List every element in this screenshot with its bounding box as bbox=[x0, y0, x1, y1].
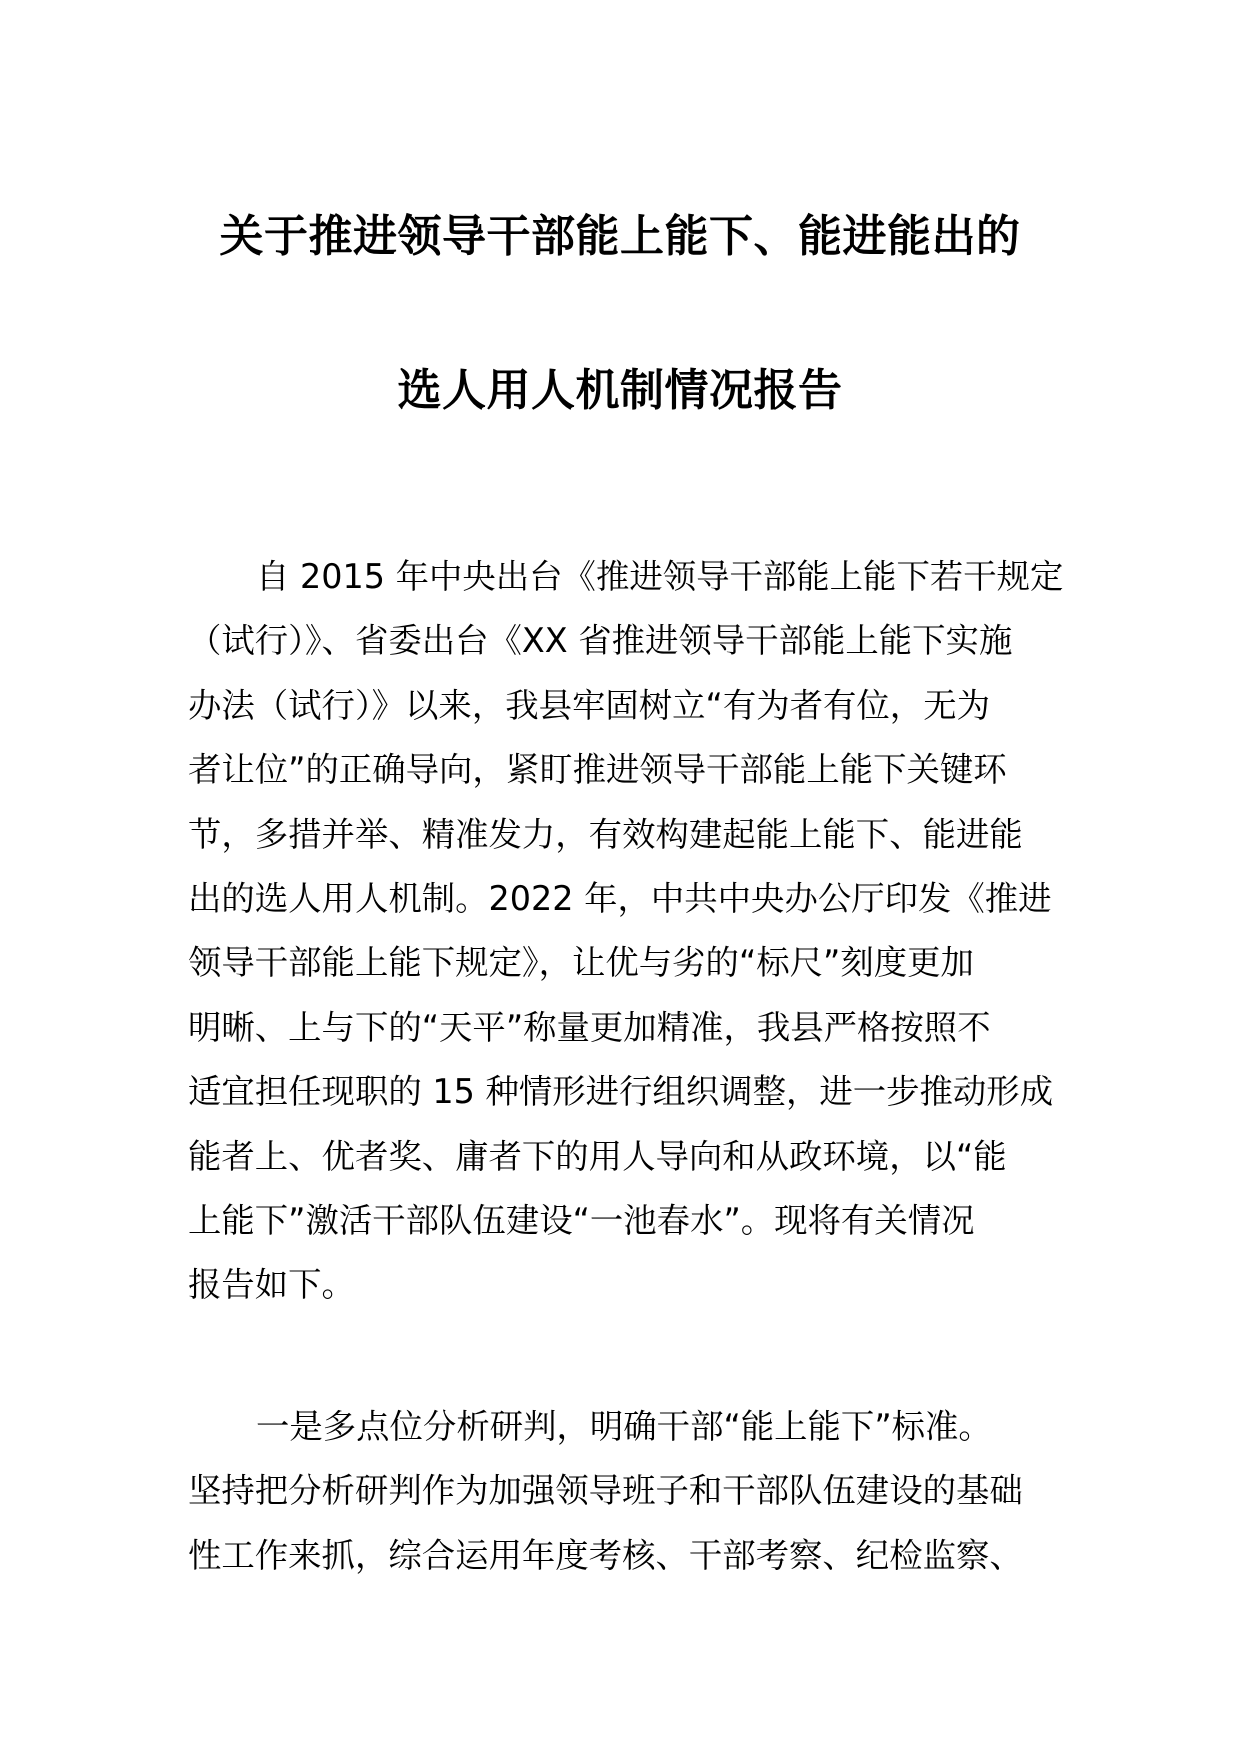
paragraph-section-one bbox=[188, 1395, 1066, 1588]
text-line: 适宜担任现职的 15 种情形进行组织调整，进一步推动形成 bbox=[188, 1072, 1054, 1112]
text-line: 明晰、上与下的“天平”称量更加精准，我县严格按照不 bbox=[188, 1007, 991, 1047]
text-line: 上能下”激活干部队伍建设“一池春水”。现将有关情况 bbox=[188, 1200, 975, 1240]
text-line: 办法（试行）》以来，我县牢固树立“有为者有位，无为 bbox=[188, 685, 990, 725]
text-line: 出的选人用人机制。2022 年，中共中央办公厅印发《推进 bbox=[188, 878, 1052, 918]
text-line: 能者上、优者奖、庸者下的用人导向和从政环境，以“能 bbox=[188, 1136, 1007, 1176]
text-line: 者让位”的正确导向，紧盯推进领导干部能上能下关键环 bbox=[188, 750, 1007, 790]
document-title-line-1: 关于推进领导干部能上能下、能进能出的 bbox=[219, 211, 1021, 262]
text-line: 性工作来抓，综合运用年度考核、干部考察、纪检监察、 bbox=[188, 1535, 1023, 1575]
text-line: 节，多措并举、精准发力，有效构建起能上能下、能进能 bbox=[188, 814, 1023, 854]
text-line: 一是多点位分析研判，明确干部“能上能下”标准。 bbox=[256, 1407, 992, 1446]
document-title-line-2: 选人用人机制情况报告 bbox=[397, 365, 843, 416]
text-line: 领导干部能上能下规定》，让优与劣的“标尺”刻度更加 bbox=[188, 943, 974, 983]
text-line: （试行）》、省委出台《XX 省推进领导干部能上能下实施 bbox=[188, 621, 1013, 661]
paragraph-intro bbox=[188, 545, 1066, 1318]
text-line: 坚持把分析研判作为加强领导班子和干部队伍建设的基础 bbox=[188, 1471, 1023, 1511]
text-line: 自 2015 年中央出台《推进领导干部能上能下若干规定 bbox=[256, 557, 1064, 596]
text-line: 报告如下。 bbox=[188, 1265, 355, 1305]
